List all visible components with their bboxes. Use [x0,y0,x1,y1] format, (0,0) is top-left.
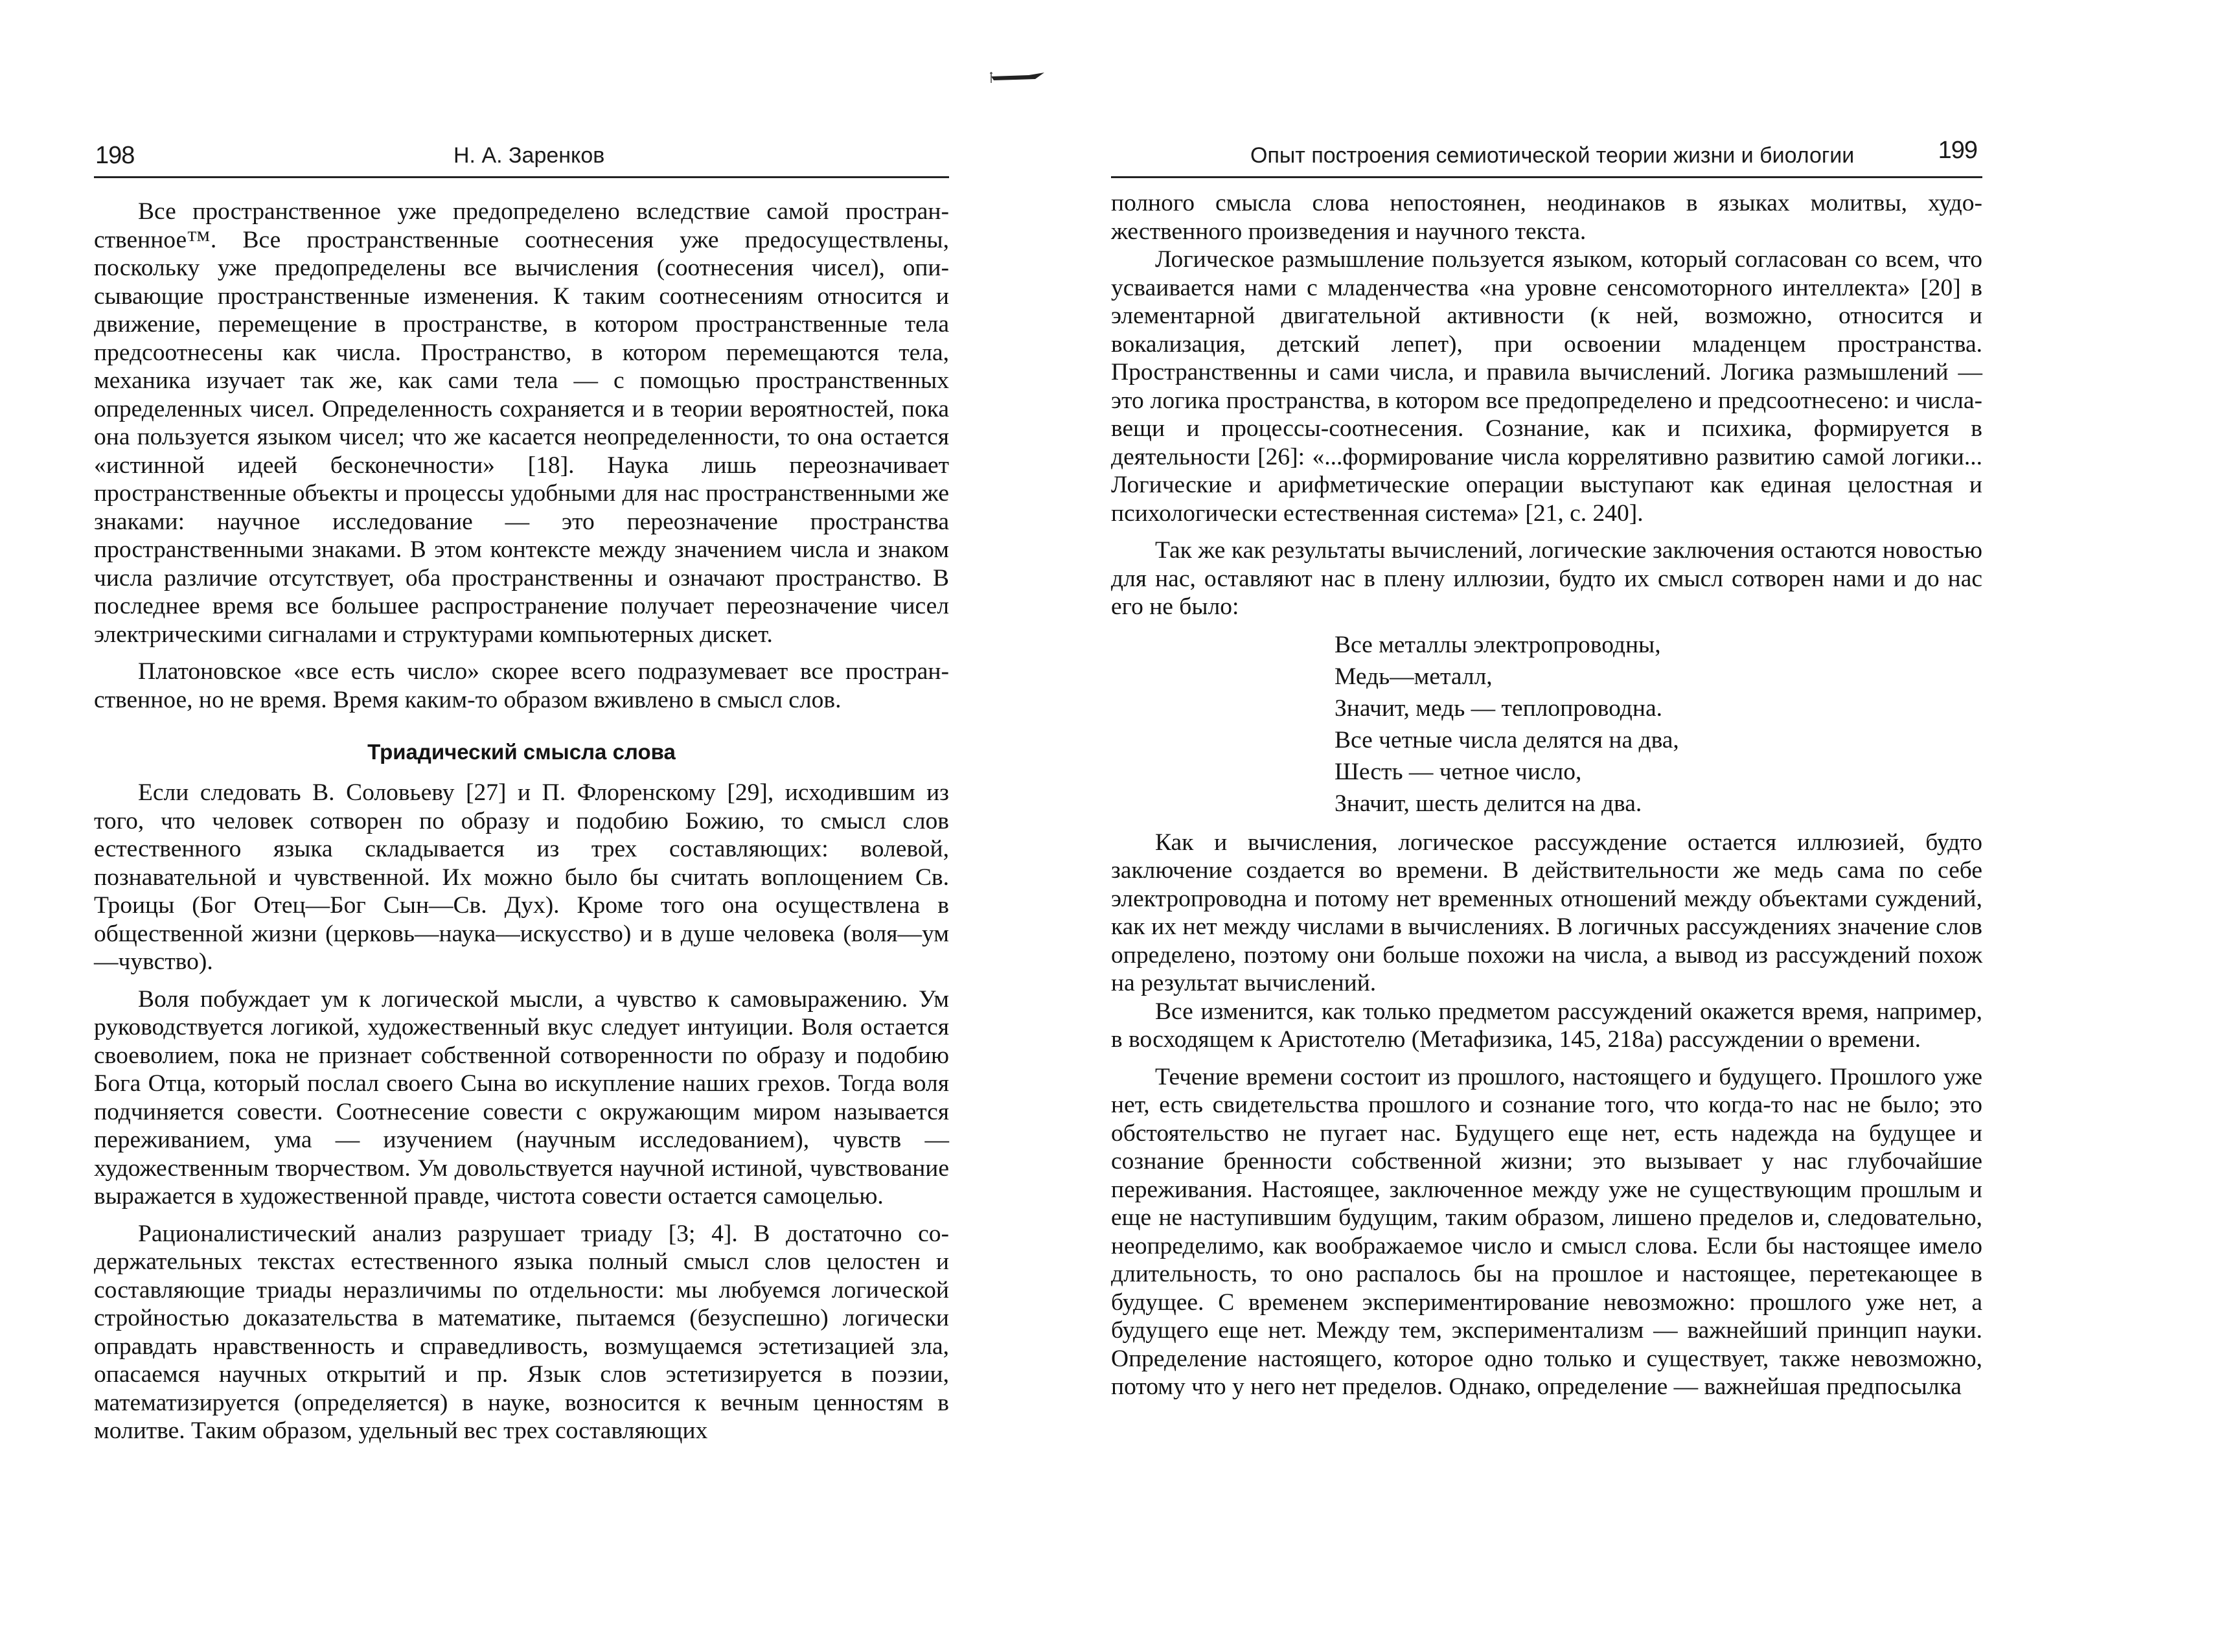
verse-line: Медь—металл, [1335,663,1493,690]
paragraph: Рационалистический анализ разрушает триаду [3; 4]. В достаточно содержательных текстах естественного языка полный смысл слов целостен и составляющие триады неразличимы по отдельности: мы любуемся логической стройностью доказательства в математике, пытаемся (безуспешно) логически оправдать нравственность и справедливость, возмущаемся эстетизацией зла, опасаемся научных открытий и пр. Язык слов эстетизируется в поэзии, математизируется (определяется) в науке, возносится к вечным ценностям в молитве. Таким образом, удельный вес трех составляющих [94,1220,949,1444]
verse-line: Шесть — четное число, [1335,758,1582,785]
syllogism-block [1335,629,1982,820]
paragraph: Воля побуждает ум к логической мысли, а чувство к самовыражению. Ум руководствуется логикой, художественный вкус следует интуиции. Воля остается своеволием, пока не признает собственной сотворенности по образу и подобию Бога Отца, который послал своего Сына во искупление наших грехов. Тогда воля подчиняется совести. Соотнесение совести с окружающим миром называется переживанием, ума — изучением (научным исследованием), чувств — художественным творчеством. Ум довольствуется научной истиной, чувствование выражается в художественной правде, чистота совести остается самоцелью. [94,985,949,1210]
page-number: 199 [1938,137,1977,164]
paragraph: Если следовать В. Соловьеву [27] и П. Флоренскому [29], исходившим из того, что человек сотворен по образу и подобию Божию, то смысл слов естественного языка складывается из трех составляющих: волевой, познавательной и чувственной. Их можно было бы считать воплощением Св. Троицы (Бог Отец—Бог Сын—Св. Дух). Кроме того она осуществлена в общественной жизни (церковь—наука—искусство) и в душе человека (воля—ум—чувство). [94,779,949,975]
running-head-author: Н. А. Заренков [453,143,605,168]
verse-line: Значит, шесть делится на два. [1335,790,1642,817]
paragraph: Платоновское «все есть число» скорее всего подразумевает все пространственное, но не время. Время каким-то образом вживлено в смысл слов. [94,658,949,713]
paragraph: полного смысла слова непостоянен, неодинаков в языках молитвы, художественного произведения и научного текста. [1111,190,1982,245]
paragraph: Логическое размышление пользуется языком, который согласован со всем, что усваивается нами с младенчества «на уровне сенсомоторного интеллекта» [20] в элементарной двигательной активности (к ней, возможно, относится и вокализация, детский лепет), при освоении младенцем пространства. Пространственны и сами числа, и правила вычислений. Логика размышлений — это логика пространства, в котором все предопределено и предсоотнесено: и числа-вещи и процессы-соотнесения. Сознание, как и психика, формируется в деятельности [26]: «...формирование числа коррелятивно развитию самой логики... Логические и арифметические операции выступают как единая целостная и психологически естественная система» [21, с. 240]. [1111,246,1982,527]
paragraph: Течение времени состоит из прошлого, настоящего и будущего. Прошлого уже нет, есть свидетельства прошлого и сознание того, что когда-то нас не было; это обстоятельство не пугает нас. Будущего еще нет, есть надежда на будущее и сознание бренности собственной жизни; это вызывает у нас глубочайшие переживания. Настоящее, заключенное между уже не существующим прошлым и еще не наступившим будущим, таким образом, лишено пределов и, следовательно, неопределимо, как воображаемое число и смысл слова. Если бы настоящее имело длительность, то оно распалось бы на прошлое и настоящее, перетекающее в будущее. С временем экспериментирование невозможно: прошлого уже нет, а будущего еще нет. Между тем, экспериментализм — важнейший принцип науки. Определение настоящего, которое одно только и существует, также невозможно, потому что у него нет пределов. Однако, определение — важнейшая предпосылка [1111,1063,1982,1400]
body-text [94,198,949,1445]
scan-artifact-mark [990,70,1045,84]
paragraph: Как и вычисления, логическое рассуждение остается иллюзией, будто заключение создается во времени. В действительности же медь сама по себе электропроводна и потому нет временных отношений между объектами суждений, как их нет между числами в вычислениях. В логичных рассуждениях значение слов определено, поэтому они больше похожи на числа, а вывод из рассуждений похож на результат вычислений. [1111,829,1982,996]
page-number: 198 [95,142,135,169]
paragraph: Все изменится, как только предметом рассуждений окажется время, например, в восходящем к Аристотелю (Метафизика, 145, 218а) рассуждении о времени. [1111,998,1982,1053]
paragraph: Все пространственное уже предопределено вследствие самой пространственное™. Все пространственные соотнесения уже предосуществлены, поскольку уже предопределены все вычисления (соотнесения чисел), описывающие пространственные изменения. К таким соотнесениям относится и движение, перемещение в пространстве, в котором пространственные тела предсоотнесены как числа. Пространство, в котором перемещаются тела, механика изучает так же, как сами тела — с помощью пространственных определенных чисел. Определенность сохраняется и в теории вероятностей, пока она пользуется языком чисел; что же касается неопределенности, то она остается «истинной идеей бесконечности» [18]. Наука лишь переозначивает пространственные объекты и процессы удобными для нас пространственными же знаками: научное исследование — это переозначение пространства пространственными знаками. В этом контексте между значением числа и знаком числа различие отсутствует, оба пространственны и означают пространство. В последнее время все большее распространение получает переозначение чисел электрическими сигналами и структурами компьютерных дискет. [94,198,949,648]
page-header [94,127,949,178]
verse-line: Значит, медь — теплопроводна. [1335,694,1662,722]
section-title: Триадический смысла слова [367,740,676,764]
running-head-title: Опыт построения семиотической теории жизни и биологии [1250,143,1855,168]
body-text [1111,189,1982,1401]
paragraph: Так же как результаты вычислений, логические заключения остаются новостью для нас, оставляют нас в плену иллюзии, будто их смысл сотворен нами и до нас его не было: [1111,537,1982,620]
left-page [94,0,949,1652]
right-page [1111,0,1982,1652]
page-header [1111,127,1982,178]
verse-line: Все четные числа делятся на два, [1335,726,1679,753]
verse-line: Все металлы электропроводны, [1335,631,1661,658]
